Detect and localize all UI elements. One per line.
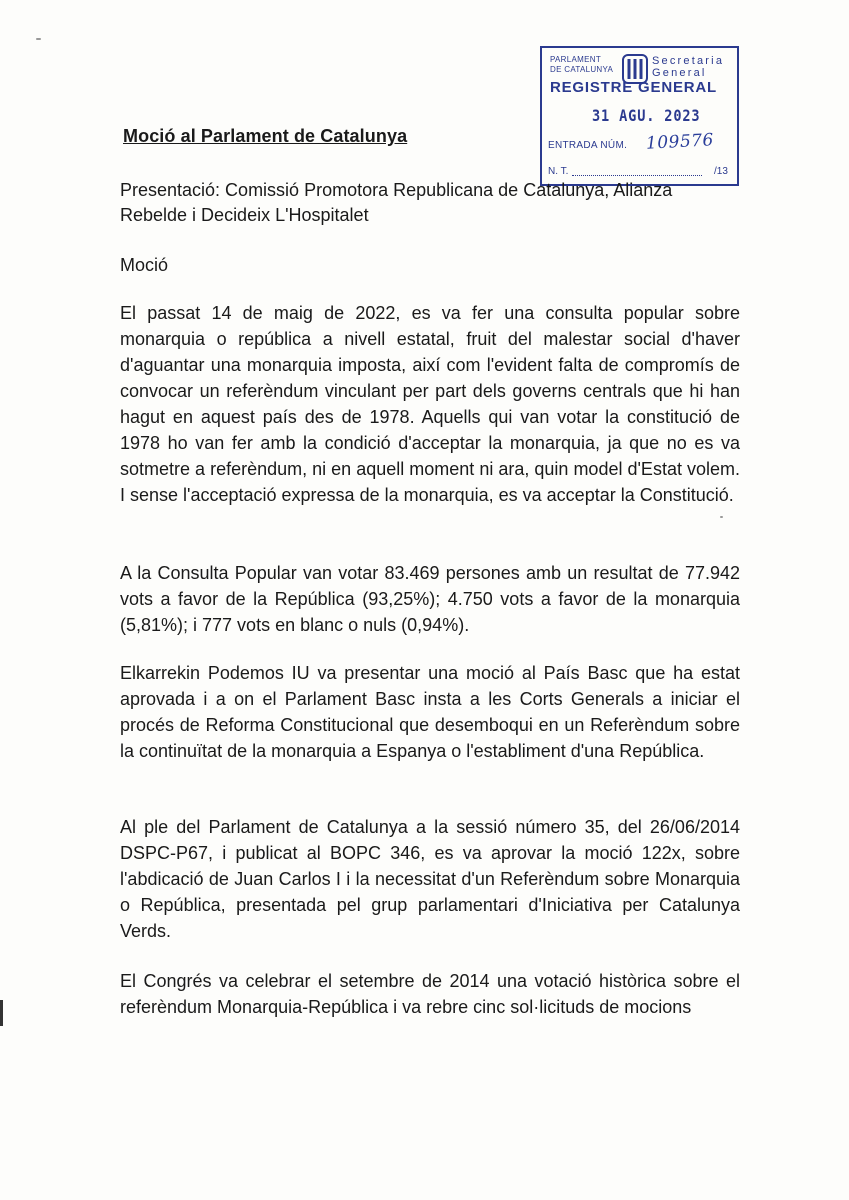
stamp-nt-dotted-line (572, 175, 702, 176)
document-title: Moció al Parlament de Catalunya (123, 126, 408, 146)
stamp-nt-suffix: /13 (714, 166, 728, 177)
paragraph-5: El Congrés va celebrar el setembre de 2014 una votació històrica sobre el referèndum Monarquia-República i va rebre cinc sol·licituds de mocions (120, 971, 740, 1017)
scan-speck (720, 516, 723, 518)
stamp-date: 31 AGU. 2023 (592, 106, 701, 125)
stamp-secretaria-text (652, 55, 724, 79)
stamp-entrada-label: ENTRADA NÚM. (548, 140, 628, 151)
stamp-parlament-line1: PARLAMENT (550, 55, 602, 64)
scan-speck (36, 38, 41, 40)
paragraph-4: Al ple del Parlament de Catalunya a la sessió número 35, del 26/06/2014 DSPC-P67, i publicat al BOPC 346, es va aprovar la moció 122x, sobre l'abdicació de Juan Carlos I i la necessitat d'un Referèndum sobre Monarquia o República, presentada pel grup parlamentari d'Iniciativa per Catalunya Verds. (120, 817, 740, 941)
stamp-nt-label: N. T. (548, 166, 569, 177)
paragraph-1: El passat 14 de maig de 2022, es va fer una consulta popular sobre monarquia o república a nivell estatal, fruit del malestar social d'haver d'aguantar una monarquia imposta, així com l'evident falta de compromís de convocar un referèndum vinculant per part dels governs centrals que hi han hagut en aquest país des de 1978. Aquells qui van votar la constitució de 1978 ho van fer amb la condició d'acceptar la monarquia, ja que no es va sotmetre a referèndum, ni en aquell moment ni ara, quin model d'Estat volem. I sense l'acceptació expressa de la monarquia, es va acceptar la Constitució. (120, 303, 740, 505)
stamp-entrada-number: 109576 (645, 130, 715, 154)
paragraph-3: Elkarrekin Podemos IU va presentar una moció al País Basc que ha estat aprovada i a on el Parlament Basc insta a les Corts Generals a iniciar el procés de Reforma Constitucional que desemboqui en un Referèndum sobre la continuïtat de la monarquia a Espanya o l'establiment d'una República. (120, 663, 740, 761)
presentation-line: Presentació: Comissió Promotora Republicana de Catalunya, Alianza Rebelde i Decideix L'Hospitalet (120, 180, 673, 225)
stamp-parlament-line2: DE CATALUNYA (550, 65, 614, 74)
stamp-registre-general: REGISTRE GENERAL (550, 79, 717, 96)
registry-stamp (540, 46, 739, 186)
stamp-parlament-text (550, 55, 613, 75)
stamp-secretaria-line2: General (652, 67, 707, 79)
scan-edge-mark (0, 1000, 3, 1026)
stamp-secretaria-line1: Secretaria (652, 55, 725, 67)
section-label: Moció (120, 255, 169, 275)
paragraph-2: A la Consulta Popular van votar 83.469 persones amb un resultat de 77.942 vots a favor de la República (93,25%); 4.750 vots a favor de la monarquia (5,81%); i 777 vots en blanc o nuls (0,94%). (120, 563, 740, 635)
